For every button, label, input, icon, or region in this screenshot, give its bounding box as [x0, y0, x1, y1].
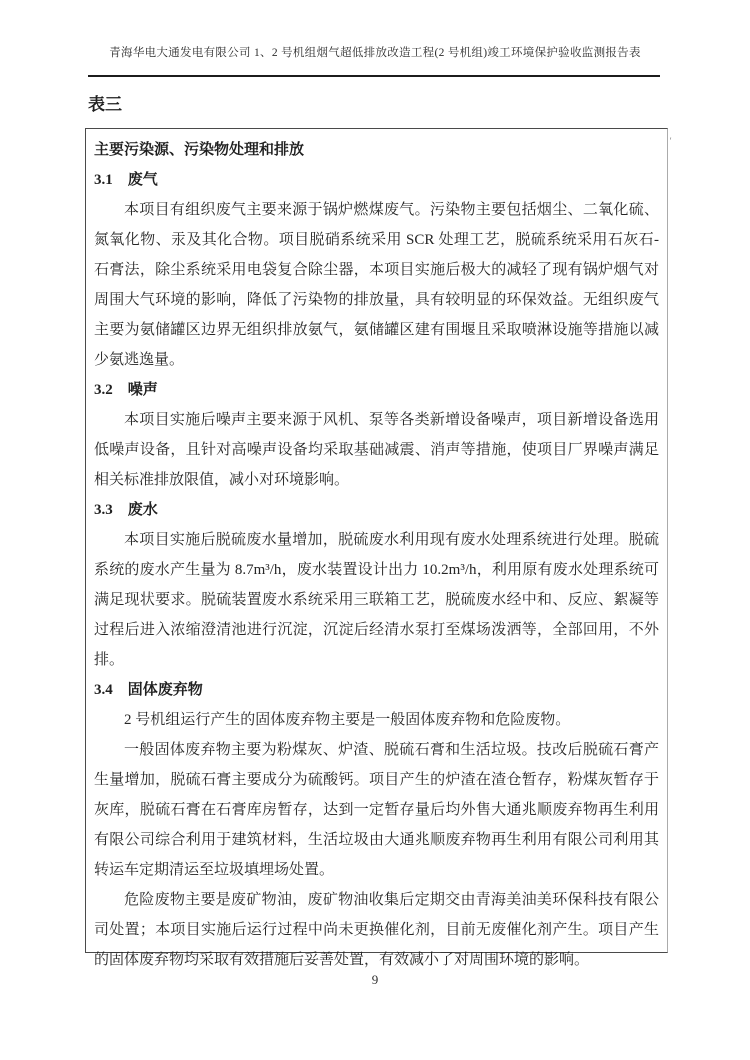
section-number: 3.1 — [94, 172, 113, 188]
paragraph: 本项目实施后噪声主要来源于风机、泵等各类新增设备噪声，项目新增设备选用低噪声设备，且针对高噪声设备均采取基础减震、消声等措施，使项目厂界噪声满足相关标准排放限值，减小对环境影响。 — [94, 412, 659, 488]
content-box — [85, 128, 668, 968]
report-header-title: 青海华电大通发电有限公司 1、2 号机组烟气超低排放改造工程(2 号机组)竣工环境保护验收监测报告表 — [109, 47, 641, 59]
box-title: 主要污染源、污染物处理和排放 — [94, 142, 305, 158]
paragraph: 本项目实施后脱硫废水量增加，脱硫废水利用现有废水处理系统进行处理。脱硫系统的废水产生量为 8.7m³/h，废水装置设计出力 10.2m³/h，利用原有废水处理系统可满足现状要求。脱硫装置废水系统采用三联箱工艺，脱硫废水经中和、反应、絮凝等过程后进入浓缩澄清池进行沉淀，沉淀后经清水泵打至煤场泼洒等，全部回用，不外排。 — [94, 532, 659, 668]
section-number: 3.3 — [94, 502, 113, 518]
section-heading-3-3 — [94, 495, 659, 525]
section-title: 噪声 — [127, 382, 158, 398]
section-title: 固体废弃物 — [127, 682, 203, 698]
section-3-1 — [94, 165, 659, 375]
section-heading-3-1 — [94, 165, 659, 195]
section-3-4 — [94, 675, 659, 975]
scan-artifact-mark: ' — [667, 135, 672, 148]
section-heading-3-4 — [94, 675, 659, 705]
section-title: 废水 — [127, 502, 158, 518]
paragraph: 危险废物主要是废矿物油，废矿物油收集后定期交由青海美油美环保科技有限公司处置；本项目实施后运行过程中尚未更换催化剂，目前无废催化剂产生。项目产生的固体废弃物均采取有效措施后妥善处置，有效减小了对周围环境的影响。 — [94, 892, 659, 968]
paragraph: 2 号机组运行产生的固体废弃物主要是一般固体废弃物和危险废物。 — [124, 712, 571, 728]
section-3-3 — [94, 495, 659, 675]
section-heading-3-2 — [94, 375, 659, 405]
table-label: 表三 — [88, 95, 122, 114]
section-title: 废气 — [127, 172, 158, 188]
section-number: 3.2 — [94, 382, 113, 398]
page-number: 9 — [371, 972, 379, 987]
section-3-2 — [94, 375, 659, 495]
header-divider — [88, 75, 660, 77]
section-number: 3.4 — [94, 682, 113, 698]
paragraph: 本项目有组织废气主要来源于锅炉燃煤废气。污染物主要包括烟尘、二氧化硫、氮氧化物、汞及其化合物。项目脱硝系统采用 SCR 处理工艺，脱硫系统采用石灰石-石膏法，除尘系统采用电袋复合除尘器，本项目实施后极大的减轻了现有锅炉烟气对周围大气环境的影响，降低了污染物的排放量，具有较明显的环保效益。无组织废气主要为氨储罐区边界无组织排放氨气，氨储罐区建有围堰且采取喷淋设施等措施以减少氨逃逸量。 — [94, 202, 659, 368]
paragraph: 一般固体废弃物主要为粉煤灰、炉渣、脱硫石膏和生活垃圾。技改后脱硫石膏产生量增加，脱硫石膏主要成分为硫酸钙。项目产生的炉渣在渣仓暂存，粉煤灰暂存于灰库，脱硫石膏在石膏库房暂存，达到一定暂存量后均外售大通兆顺废弃物再生利用有限公司综合利用于建筑材料，生活垃圾由大通兆顺废弃物再生利用有限公司利用其转运车定期清运至垃圾填埋场处置。 — [94, 742, 659, 878]
